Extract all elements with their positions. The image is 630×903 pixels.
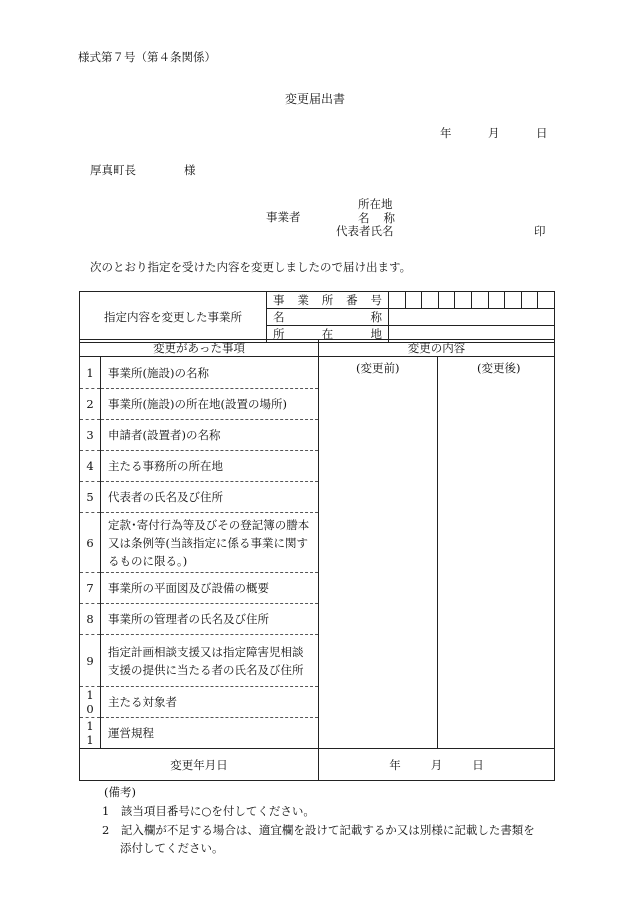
office-number-box[interactable] <box>422 292 439 309</box>
office-number-box[interactable] <box>505 292 522 309</box>
office-number-box[interactable] <box>405 292 422 309</box>
applicant-label: 事業者 <box>266 210 301 224</box>
item-number[interactable]: 2 <box>80 389 101 420</box>
item-number[interactable]: 7 <box>80 573 101 604</box>
change-date-label: 変更年月日 <box>80 749 319 781</box>
note-2-continued: 添付してください。 <box>120 841 224 855</box>
item-label: 代表者の氏名及び住所 <box>101 482 319 513</box>
change-date-field[interactable] <box>319 749 555 781</box>
form-number: 様式第７号（第４条関係） <box>78 50 216 64</box>
item-label: 事業所の管理者の氏名及び住所 <box>101 604 319 635</box>
office-name-field[interactable] <box>389 309 555 326</box>
notes-heading: (備考) <box>104 785 136 799</box>
item-label: 事業所(施設)の所在地(設置の場所) <box>101 389 319 420</box>
addressee: 厚真町長 <box>90 163 136 177</box>
item-number[interactable]: 5 <box>80 482 101 513</box>
change-date-day: 日 <box>472 757 484 772</box>
office-number-box[interactable] <box>438 292 455 309</box>
date-month-label: 月 <box>488 126 500 140</box>
office-name-label: 名 称 <box>267 309 389 326</box>
item-number[interactable]: 1 0 <box>80 687 101 718</box>
item-number[interactable]: 4 <box>80 451 101 482</box>
change-table <box>79 339 555 781</box>
item-number[interactable]: 9 <box>80 635 101 687</box>
change-date-month: 月 <box>430 757 443 772</box>
item-label: 申請者(設置者)の名称 <box>101 420 319 451</box>
date-day-label: 日 <box>536 126 548 140</box>
item-label: 定款･寄付行為等及びその登記簿の謄本又は条例等(当該指定に係る事業に関するものに限る。) <box>101 513 319 573</box>
item-label: 事業所(施設)の名称 <box>101 357 319 389</box>
item-number[interactable]: 1 <box>80 357 101 389</box>
office-number-box[interactable] <box>389 292 406 309</box>
item-number[interactable]: 6 <box>80 513 101 573</box>
before-after-divider <box>437 357 438 748</box>
office-number-box[interactable] <box>455 292 472 309</box>
change-date-year: 年 <box>389 757 401 772</box>
office-number-label: 事 業 所 番 号 <box>267 292 389 309</box>
change-content-area[interactable] <box>319 357 555 749</box>
honorific: 様 <box>184 163 196 177</box>
item-label: 主たる対象者 <box>101 687 319 718</box>
note-1: 1 該当項目番号に○を付してください。 <box>102 804 315 818</box>
item-label: 運営規程 <box>101 718 319 749</box>
item-label: 主たる事務所の所在地 <box>101 451 319 482</box>
office-number-box[interactable] <box>488 292 505 309</box>
note-2: 2 記入欄が不足する場合は、適宜欄を設けて記載するか又は別様に記載した書類を <box>102 823 535 837</box>
item-number[interactable]: 1 1 <box>80 718 101 749</box>
applicant-address-label: 所在地 <box>358 197 393 211</box>
item-label: 事業所の平面図及び設備の概要 <box>101 573 319 604</box>
seal-mark: 印 <box>534 224 546 238</box>
before-label: (変更前) <box>356 361 400 375</box>
item-number[interactable]: 3 <box>80 420 101 451</box>
office-address-label: 所 在 地 <box>267 326 389 343</box>
name-char-1: 名 <box>358 211 370 225</box>
representative-label: 代表者氏名 <box>336 224 394 238</box>
office-table <box>79 291 555 343</box>
office-number-box[interactable] <box>471 292 488 309</box>
page-title: 変更届出書 <box>284 92 345 106</box>
change-content-header: 変更の内容 <box>319 340 555 357</box>
item-label: 指定計画相談支援又は指定障害児相談支援の提供に当たる者の氏名及び住所 <box>101 635 319 687</box>
changed-items-header: 変更があった事項 <box>80 340 319 357</box>
after-label: (変更後) <box>477 361 521 375</box>
office-number-box[interactable] <box>521 292 538 309</box>
item-number[interactable]: 8 <box>80 604 101 635</box>
date-year-label: 年 <box>440 126 452 140</box>
intro-text: 次のとおり指定を受けた内容を変更しましたので届け出ます。 <box>90 260 412 274</box>
name-char-2: 称 <box>383 211 395 225</box>
office-number-box[interactable] <box>538 292 555 309</box>
office-label: 指定内容を変更した事業所 <box>80 292 267 343</box>
